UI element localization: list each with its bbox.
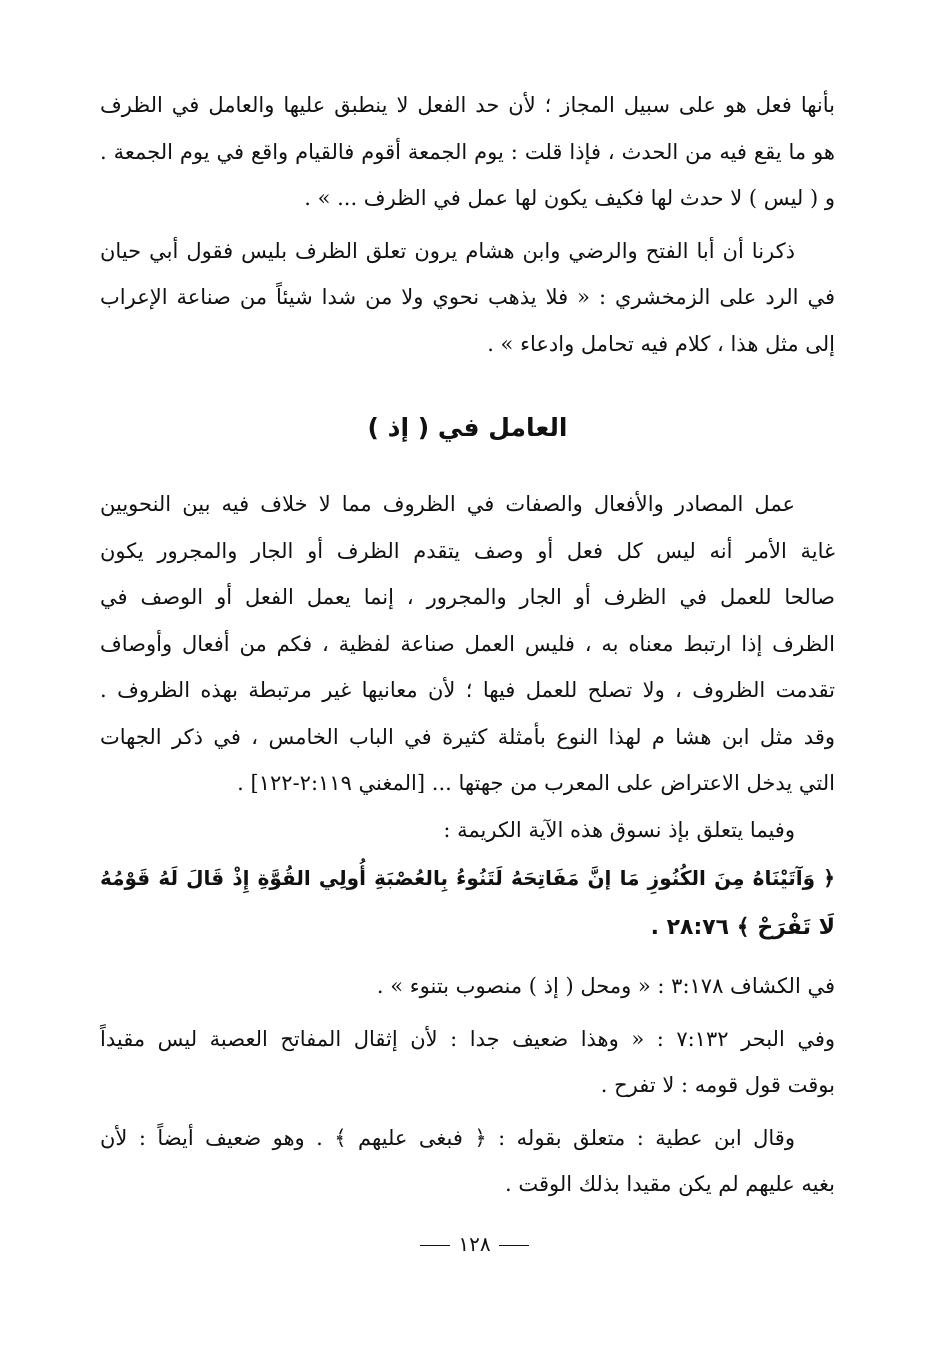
verse-line: ﴿ وَآتَيْنَاهُ مِنَ الكُنُوزِ مَا إنَّ مَفَاتِحَهُ لَتَنُوءُ بِالعُصْبَةِ أُولِي القُوَّةِ إِذْ قَالَ لَهُ قَوْمُهُ	[100, 866, 835, 890]
text-line: التي يدخل الاعتراض على المعرب من جهتها ... [المغني ٢:١١٩-١٢٢] .	[237, 771, 835, 795]
text-line: غاية الأمر أنه ليس كل فعل أو وصف يتقدم الظرف أو الجار والمجرور يكون	[100, 538, 835, 563]
text-line: هو ما يقع فيه من الحدث ، فإذا قلت : يوم الجمعة أقوم فالقيام واقع في يوم الجمعة .	[100, 139, 835, 164]
footer-dash	[499, 1245, 529, 1246]
text-line: وقال ابن عطية : متعلق بقوله : ﴿ فبغى عليهم ﴾ . وهو ضعيف أيضاً : لأن	[100, 1125, 795, 1150]
page-footer	[0, 1232, 949, 1256]
text-line: ذكرنا أن أبا الفتح والرضي وابن هشام يرون تعلق الظرف بليس فقول أبي حيان	[100, 238, 795, 263]
text-line: وفي البحر ٧:١٣٢ : « وهذا ضعيف جدا : لأن إثقال المفاتح العصبة ليس مقيداً	[100, 1026, 836, 1051]
text-line: صالحا للعمل في الظرف أو الجار والمجرور ، إنما يعمل الفعل أو الوصف في	[100, 585, 835, 609]
quran-verse	[100, 853, 835, 953]
text-line: إلى مثل هذا ، كلام فيه تحامل وادعاء » .	[487, 331, 835, 356]
text-line: وفيما يتعلق بإذ نسوق هذه الآية الكريمة :	[443, 817, 795, 842]
text-line: في الكشاف ٣:١٧٨ : « ومحل ( إذ ) منصوب بتنوء » .	[376, 974, 835, 998]
paragraph-3	[100, 481, 835, 807]
text-line: تقدمت الظروف ، ولا تصلح للعمل فيها ؛ لأن معانيها غير مرتبطة بهذه الظروف .	[100, 678, 835, 702]
text-line: الظرف إذا ارتبط معناه به ، فليس العمل صناعة لفظية ، فكم من أفعال وأوصاف	[100, 631, 835, 656]
verse-line: لَا تَفْرَحْ ﴾ ٢٨:٧٦ .	[650, 915, 835, 940]
text-line: وقد مثل ابن هشا م لهذا النوع بأمثلة كثيرة في الباب الخامس ، في ذكر الجهات	[100, 724, 835, 749]
paragraph-4	[100, 807, 835, 854]
text-line: عمل المصادر والأفعال والصفات في الظروف مما لا خلاف فيه بين النحويين	[100, 492, 795, 516]
text-line: بوقت قول قومه : لا تفرح .	[600, 1073, 835, 1097]
text-line: بأنها فعل هو على سبيل المجاز ؛ لأن حد الفعل لا ينطبق عليها والعامل في الظرف	[100, 93, 835, 117]
footer-dash	[420, 1245, 450, 1246]
paragraph-5	[100, 963, 835, 1010]
page-body	[100, 82, 835, 1208]
paragraph-6	[100, 1016, 835, 1109]
page-number: ١٢٨	[458, 1232, 491, 1256]
text-line: و ( ليس ) لا حدث لها فكيف يكون لها عمل في الظرف ... » .	[304, 186, 835, 210]
text-line: بغيه عليهم لم يكن مقيدا بذلك الوقت .	[504, 1172, 835, 1196]
paragraph-1	[100, 82, 835, 222]
text-line: في الرد على الزمخشري : « فلا يذهب نحوي ولا من شدا شيئاً من صناعة الإعراب	[100, 285, 835, 309]
paragraph-7	[100, 1115, 835, 1208]
paragraph-2	[100, 228, 835, 368]
section-heading: العامل في ( إذ )	[367, 413, 568, 442]
